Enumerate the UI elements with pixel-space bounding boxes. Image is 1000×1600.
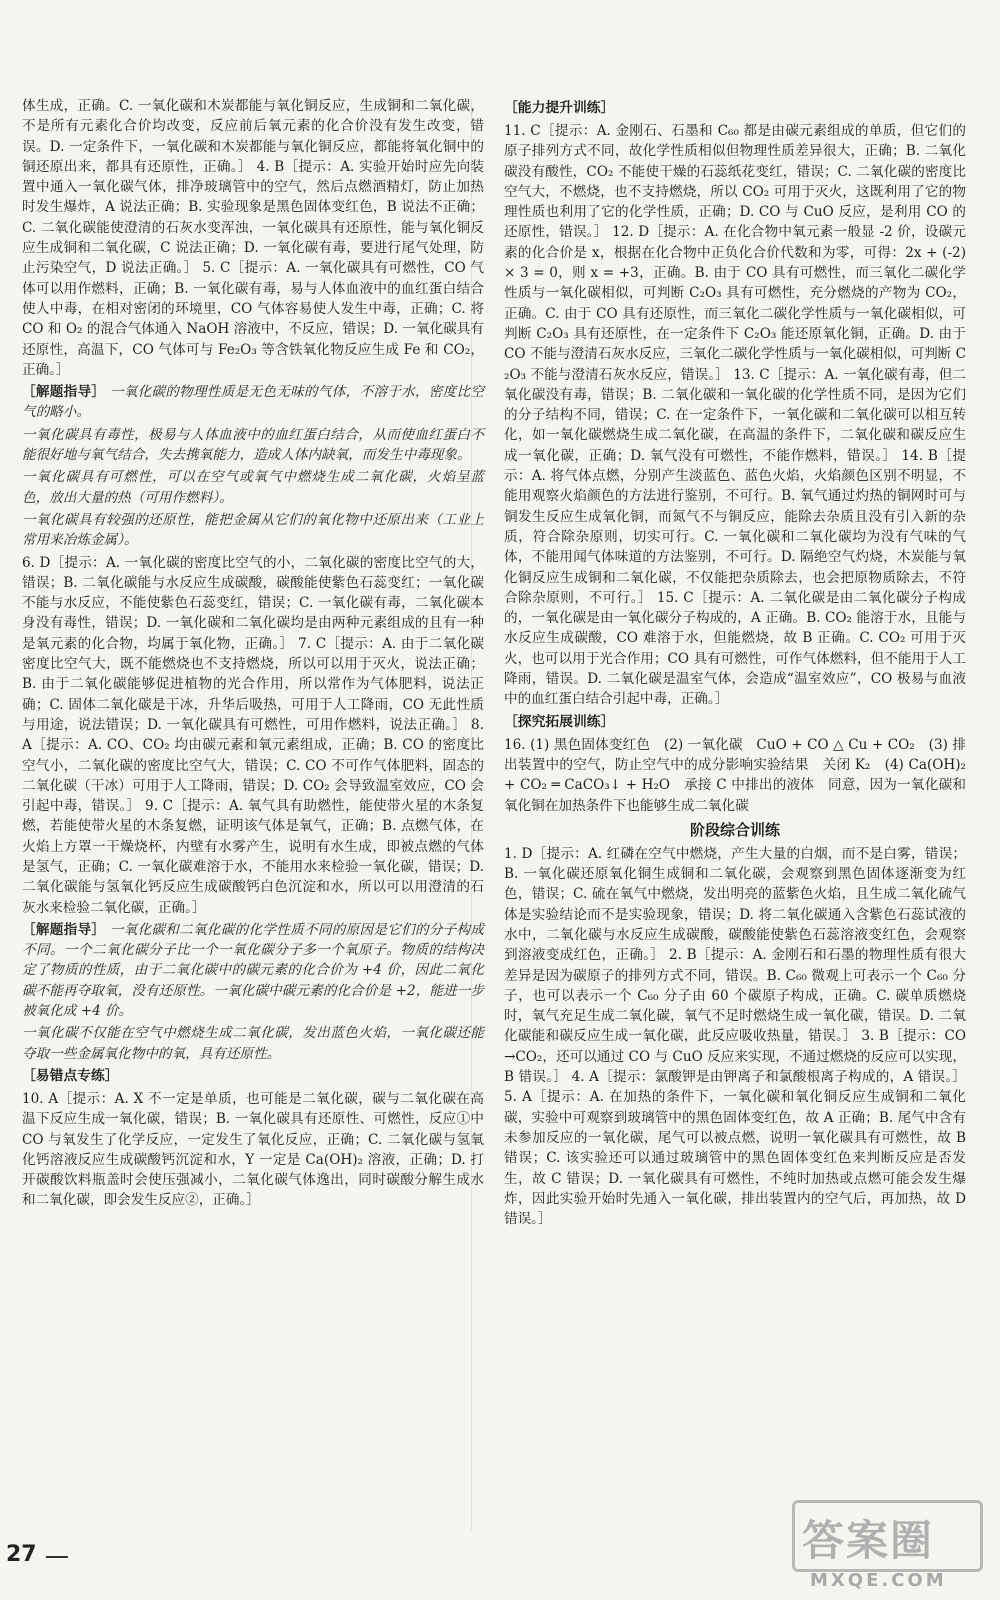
- page-number: 27: [6, 1542, 37, 1567]
- answer-text-11-15: 11. C［提示：A. 金刚石、石墨和 C₆₀ 都是由碳元素组成的单质，但它们的原子排列方式不同，故化学性质相似但物理性质差异很大，正确；B. 二氧化碳没有酸性，CO₂ 不能使干燥的石蕊纸花变红，错误；C. 二氧化碳的密度比空气大，不燃烧，也不支持燃烧，所以 CO₂ 可用于灭火，这既利用了它的物理性质也利用了它的化学性质，正确；D. CO 与 CuO 反应，是利用 CO 的还原性，错误。］ 12. D［提示：A. 在化合物中氧元素一般显 -2 价，设碳元素的化合价是 x，根据在化合物中正负化合价代数和为零，可得：2x + (-2) × 3 = 0，则 x = +3，正确。B. 由于 CO 具有可燃性，而三氧化二碳化学性质与一氧化碳相似，可判断 C₂O₃ 具有可燃性，充分燃烧的产物为 CO₂，正确。C. 由于 CO 具有还原性，而三氧化二碳化学性质与一氧化碳相似，可判断 C₂O₃ 具有还原性，在一定条件下 C₂O₃ 能还原氧化铜，正确。D. 由于 CO 不能与澄清石灰水反应，三氧化二碳化学性质与一氧化碳相似，可判断 C₂O₃ 不能与澄清石灰水反应，错误。］ 13. C［提示：A. 一氧化碳有毒，但二氧化碳没有毒，错误；B. 二氧化碳和一氧化碳的化学性质不同，是因为它们的分子结构不同，错误；C. 在一定条件下，一氧化碳和二氧化碳可以相互转化，如一氧化碳燃烧生成二氧化碳，在高温的条件下，二氧化碳和碳反应生成一氧化碳，正确；D. 氧气没有可燃性，不能作燃料，错误。］ 14. B［提示：A. 将气体点燃，分别产生淡蓝色、蓝色火焰，火焰颜色区别不明显，不能用观察火焰颜色的方法进行鉴别，不可行。B. 氧气通过灼热的铜网时可与铜发生反应生成氧化铜，而氮气不与铜反应，能除去杂质且没有引入新的杂质，符合除杂原则，切实可行。C. 一氧化碳和二氧化碳均为没有气味的气体，不能用闻气体味道的方法鉴别，不可行。D. 隔绝空气灼烧，木炭能与氧化铜反应生成铜和二氧化碳，不仅能把杂质除去，也会把原物质除去，不符合除杂原则，不可行。］ 15. C［提示：A. 二氧化碳是由二氧化碳分子构成的，一氧化碳是由一氧化碳分子构成的，A 正确。B. CO₂ 能溶于水，且能与水反应生成碳酸，CO 难溶于水，但能燃烧，故 B 正确。C. CO₂ 可用于灭火，也可以用于光合作用；CO 具有可燃性，可作气体燃料，但不能用于人工降雨，错误。D. 二氧化碳是温室气体，会造成“温室效应”，CO 极易与血液中的血红蛋白结合引起中毒，正确。］: [504, 123, 966, 708]
- guide-line: 一氧化碳的物理性质是无色无味的气体，不溶于水，密度比空气的略小。: [22, 384, 485, 421]
- guide-line: 一氧化碳具有可燃性，可以在空气或氧气中燃烧生成二氧化碳，火焰呈蓝色，放出大量的热（可用作燃料）。: [22, 469, 484, 506]
- solving-guide-1: [22, 382, 484, 423]
- answer-text-10: 10. A［提示：A. X 不一定是单质，也可能是二氧化碳，碳与二氧化碳在高温下反应生成一氧化碳，错误；B. 一氧化碳具有还原性、可燃性，反应①中 CO 与氧发生了化学反应，一定发生了氧化反应，正确；C. 二氧化碳与氢氧化钙溶液反应生成碳酸钙沉淀和水，Y 一定是 Ca(OH)₂ 溶液，正确；D. 打开碳酸饮料瓶盖时会使压强减小，二氧化碳气体逸出，同时碳酸分解生成水和二氧化碳，即会发生反应②，正确。］: [22, 1090, 484, 1209]
- watermark-text: 答案圈: [802, 1516, 935, 1565]
- answer-text-stage-1-5: 1. D［提示：A. 红磷在空气中燃烧，产生大量的白烟，而不是白雾，错误；B. 一氧化碳还原氧化铜生成铜和二氧化碳，会观察到黑色固体逐渐变为红色，错误；C. 硫在氧气中燃烧，发出明亮的蓝紫色火焰，且生成二氧化硫气体是实验结论而不是实验现象，错误；D. 将二氧化碳通入含紫色石蕊试液的水中，二氧化碳与水反应生成碳酸，碳酸能使紫色石蕊溶液变红色，会观察到溶液变成红色，正确。］ 2. B［提示：A. 金刚石和石墨的物理性质有很大差异是因为碳原子的排列方式不同，错误。B. C₆₀ 微观上可表示一个 C₆₀ 分子，也可以表示一个 C₆₀ 分子由 60 个碳原子构成，正确。C. 碳单质燃烧时，氧气充足生成二氧化碳，氧气不足时燃烧生成一氧化碳，错误。D. 二氧化碳能和碳反应生成一氧化碳，此反应吸收热量，错误。］ 3. B［提示：CO→CO₂，还可以通过 CO 与 CuO 反应来实现，不通过燃烧的反应可以实现，B 错误。］ 4. A［提示：氯酸钾是由钾离子和氯酸根离子构成的，A 错误。］ 5. A［提示：A. 在加热的条件下，一氧化碳和氧化铜反应生成铜和二氧化碳，实验中可观察到玻璃管中的黑色固体变红色，故 A 正确；B. 尾气中含有未参加反应的一氧化碳，尾气可以被点燃，说明一氧化碳具有可燃性，故 B 错误；C. 该实验还可以通过玻璃管中的黑色固体变红色来判断反应是否发生，故 C 错误；D. 一氧化碳具有可燃性，不纯时加热或点燃可能会发生爆炸，因此实验开始时先通入一氧化碳，排出装置内的空气后，再加热，故 D 错误。］: [504, 845, 966, 1228]
- section-heading-error-prone: ［易错点专练］: [22, 1067, 119, 1084]
- guide-title: ［解题指导］: [22, 921, 106, 938]
- watermark-site: MXQE.COM: [810, 1570, 947, 1591]
- answer-text-6-9: 6. D［提示：A. 一氧化碳的密度比空气的小，二氧化碳的密度比空气的大，错误；B. 二氧化碳能与水反应生成碳酸，碳酸能使紫色石蕊变红；一氧化碳不能与水反应，不能使紫色石蕊变红，错误；C. 一氧化碳有毒，二氧化碳本身没有毒性，错误；D. 一氧化碳和二氧化碳均是由两种元素组成的且有一种是氧元素的化合物，均属于氧化物，正确。］ 7. C［提示：A. 由于二氧化碳密度比空气大，既不能燃烧也不支持燃烧，所以可以用于灭火，说法正确；B. 由于二氧化碳能够促进植物的光合作用，所以常作为气体肥料，说法正确；C. 固体二氧化碳是干冰，升华后吸热，可用于人工降雨，CO 无此性质与用途，说法错误；D. 一氧化碳具有可燃性，可用作燃料，说法正确。］ 8. A［提示：A. CO、CO₂ 均由碳元素和氧元素组成，正确；B. CO 的密度比空气小，二氧化碳的密度比空气大，错误；C. CO 不可作气体肥料，固态的二氧化碳（干冰）可用于人工降雨，错误；D. CO₂ 会导致温室效应，CO 会引起中毒，错误。］ 9. C［提示：A. 氧气具有助燃性，能使带火星的木条复燃，若能使带火星的木条复燃，证明该气体是氧气，正确；B. 点燃气体，在火焰上方罩一干燥烧杯，内壁有水雾产生，说明有水生成，即被点燃的气体是氢气，正确；C. 一氧化碳难溶于水，不能用水来检验一氧化碳，错误；D. 二氧化碳能与氢氧化钙反应生成碳酸钙白色沉淀和水，所以可以用澄清的石灰水来检验二氧化碳，正确。］: [22, 554, 484, 916]
- solving-guide-2: [22, 920, 484, 1021]
- guide-line: 一氧化碳具有毒性，极易与人体血液中的血红蛋白结合，从而使血红蛋白不能很好地与氧气结合，失去携氧能力，造成人体内缺氧，而发生中毒现象。: [22, 426, 484, 464]
- guide-title: ［解题指导］: [22, 384, 106, 401]
- answer-page: [22, 96, 977, 1536]
- stage-review-title: 阶段综合训练: [689, 820, 780, 839]
- guide-line: 一氧化碳不仅能在空气中燃烧生成二氧化碳，发出蓝色火焰，一氧化碳还能夺取一些金属氧化物中的氧，具有还原性。: [22, 1025, 484, 1062]
- right-column: [504, 96, 966, 1231]
- answer-text-16: 16. (1) 黑色固体变红色 (2) 一氧化碳 CuO + CO △ Cu + CO₂ (3) 排出装置中的空气，防止空气中的成分影响实验结果 关闭 K₂ (4) Ca(OH)₂ + CO₂ ═ CaCO₃↓ + H₂O 承接 C 中排出的液体 同意，因为一氧化碳和氧化铜在加热条件下也能够生成二氧化碳: [504, 736, 966, 814]
- answer-text-4-5: 体生成，正确。C. 一氧化碳和木炭都能与氧化铜反应，生成铜和二氧化碳，不是所有元素化合价均改变，反应前后氧元素的化合价没有发生改变，错误。D. 一定条件下，一氧化碳和木炭都能与氧化铜反应，都能将氧化铜中的铜还原出来，都具有还原性，正确。］ 4. B［提示：A. 实验开始时应先向装置中通入一氧化碳气体，排净玻璃管中的空气，然后点燃酒精灯，防止加热时发生爆炸，A 说法正确；B. 实验现象是黑色固体变红色，B 说法不正确；C. 二氧化碳能使澄清的石灰水变浑浊，一氧化碳具有还原性，能与氧化铜反应生成铜和二氧化碳，C 说法正确；D. 一氧化碳有毒，要进行尾气处理，防止污染空气，D 说法正确。］ 5. C［提示：A. 一氧化碳具有可燃性，CO 气体可以用作燃料，正确；B. 一氧化碳有毒，易与人体血液中的血红蛋白结合使人中毒，在相对密闭的环境里，CO 气体容易使人发生中毒，正确；C. 将 CO 和 O₂ 的混合气体通入 NaOH 溶液中，不反应，错误；D. 一氧化碳具有还原性，高温下，CO 气体可与 Fe₂O₃ 等含铁氧化物反应生成 Fe 和 CO₂，正确。］: [22, 98, 484, 378]
- section-heading-ability: ［能力提升训练］: [504, 100, 615, 116]
- watermark-logo: [792, 1500, 977, 1595]
- guide-line: 一氧化碳和二氧化碳的化学性质不同的原因是它们的分子构成不同。一个二氧化碳分子比一个一氧化碳分子多一个氧原子。物质的结构决定了物质的性质，由于二氧化碳中的碳元素的化合价为 +4 价，因此二氧化碳不能再夺取氧，没有还原性。一氧化碳中碳元素的化合价是 +2，能进一步被氧化成 +4 价。: [22, 921, 485, 1020]
- guide-line: 一氧化碳具有较强的还原性，能把金属从它们的氧化物中还原出来（工业上常用来冶炼金属）。: [22, 511, 484, 549]
- section-heading-exploration: ［探究拓展训练］: [504, 713, 615, 730]
- left-column: [22, 96, 484, 1213]
- page-number-rule: [46, 1556, 68, 1558]
